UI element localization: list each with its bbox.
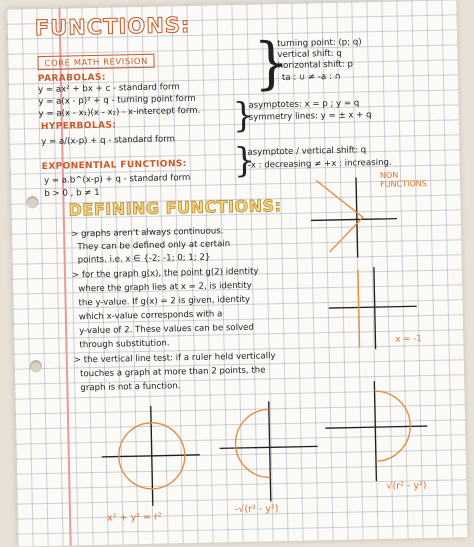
exponential-note: -x : decreasing ≠ +x : increasing. <box>247 157 392 171</box>
hyperbolas-heading: HYPERBOLAS: <box>40 120 117 133</box>
defining-line: touches a graph at more than 2 points, the <box>79 365 266 380</box>
subtitle-box: CORE MATH REVISION <box>37 54 155 70</box>
defining-line: They can be defined only at certain <box>77 239 231 253</box>
vertical-line-label: x = -1 <box>395 334 422 345</box>
lower-semicircle-label: -√(r² - y²) <box>234 503 279 516</box>
parabola-note: vertical shift: q <box>277 48 342 61</box>
defining-line: points. i.e. x ∈ {-2; -1; 0; 1; 2} <box>77 252 211 266</box>
defining-line: through substitution. <box>79 338 170 351</box>
defining-line: graph is not a function. <box>80 381 181 394</box>
exponential-line: y = a.b^(x-p) + q - standard form <box>43 172 191 187</box>
circle-label: x² + y² = r² <box>106 511 162 524</box>
parabola-line: y = a(x - p)² + q - turning point form <box>38 93 196 108</box>
brace: } <box>232 95 255 137</box>
right-semicircle-label: √(r² - y²) <box>386 480 427 492</box>
defining-functions-heading: DEFINING FUNCTIONS: <box>68 196 282 220</box>
punch-hole <box>30 360 42 372</box>
non-function-graph-1 <box>310 177 402 259</box>
parabola-note: horizontal shift: p <box>277 59 353 72</box>
defining-line: > graphs aren't always continuous. <box>71 226 224 240</box>
exponential-heading: EXPONENTIAL FUNCTIONS: <box>41 159 187 173</box>
lower-semicircle-graph <box>219 400 321 502</box>
hyperbola-line: y = a/(x-p) + q - standard form <box>41 134 176 148</box>
parabola-line: y = a(x - x₁)(x - x₂) - x-intercept form. <box>38 105 201 120</box>
exponential-line: b > 0 , b ≠ 1 <box>44 187 100 200</box>
parabolas-heading: PARABOLAS: <box>37 72 106 85</box>
defining-line: the y-value. If g(x) = 2 is given, identity <box>78 294 251 309</box>
non-functions-label: NON FUNCTIONS <box>379 170 427 189</box>
hyperbola-note: asymptotes: x = p ; y = q <box>248 98 360 111</box>
hyperbola-note: symmetry lines: y = ± x + q <box>248 110 372 123</box>
notebook-page <box>6 0 467 547</box>
right-semicircle-graph <box>324 380 430 482</box>
brace: } <box>252 30 290 97</box>
page-title: FUNCTIONS: <box>34 12 191 41</box>
circle-graph <box>101 405 203 507</box>
parabola-note: ta : ∪ ≠ -a : ∩ <box>281 71 341 84</box>
brace: } <box>233 140 256 182</box>
parabola-line: y = ax² + bx + c - standard form <box>38 82 180 96</box>
defining-line: > for the graph g(x), the point g(2) identity <box>71 266 259 281</box>
defining-line: > the vertical line test: if a ruler held vertically <box>73 351 276 366</box>
punch-hole <box>26 196 38 208</box>
parabola-note: turning point: (p; q) <box>277 37 362 50</box>
exponential-note: asymptote / vertical shift: q <box>247 145 367 158</box>
defining-line: y-value of 2. These values can be solved <box>79 322 254 337</box>
defining-line: which x-value corresponds with a <box>78 309 223 323</box>
defining-line: where the graph lies at x = 2, is identity <box>78 280 252 295</box>
